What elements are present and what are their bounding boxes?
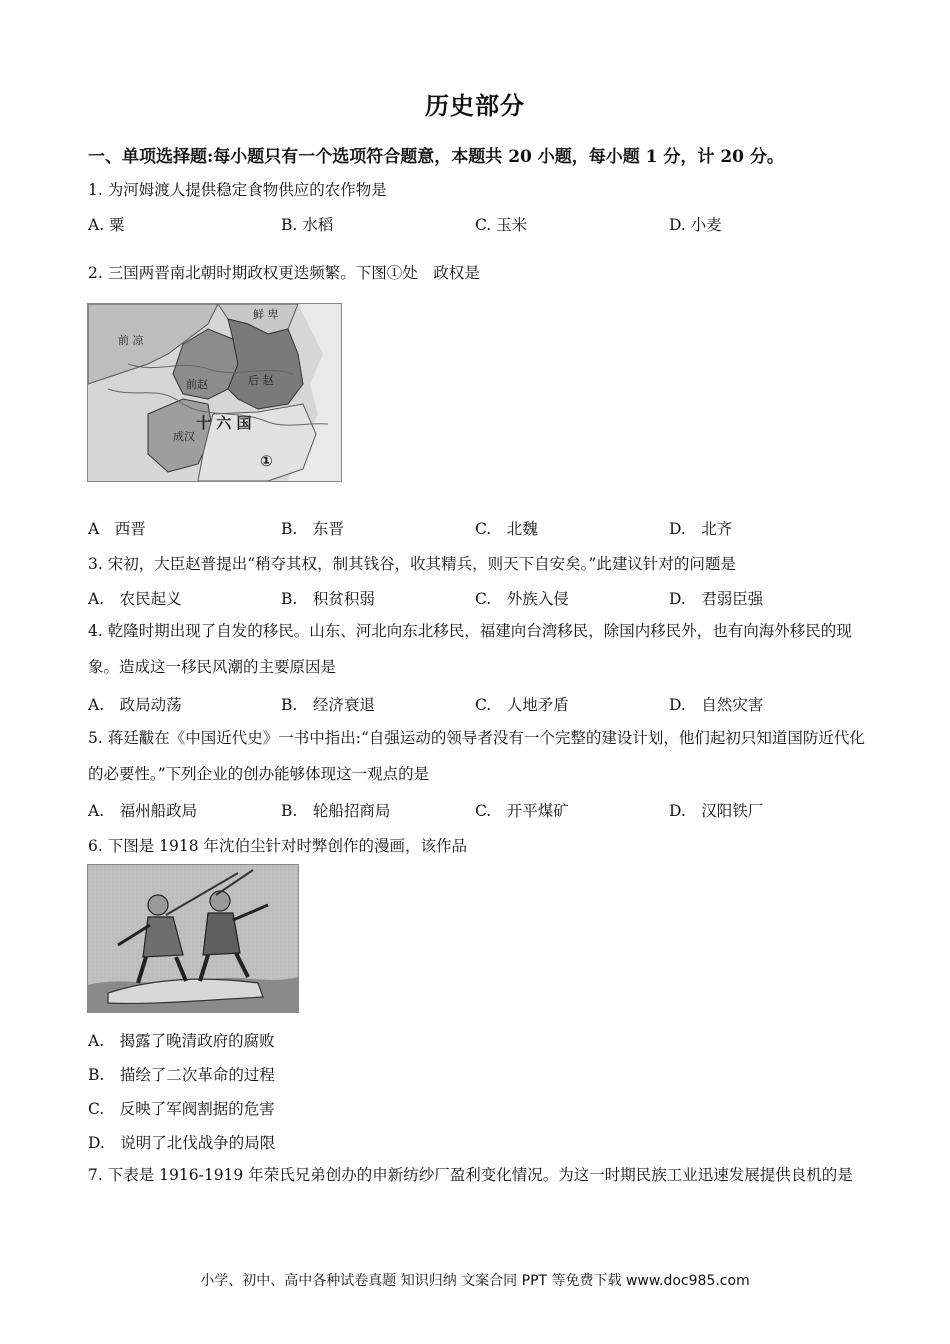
question-3-option-d: D. 君弱臣强 (669, 590, 764, 608)
map-label-houzhao: 后 赵 (248, 374, 274, 387)
question-2-stem: 2. 三国两晋南北朝时期政权更迭频繁。下图①处 政权是 (88, 264, 480, 282)
map-label-shiliuguo: 十 六 国 (196, 414, 252, 432)
sixteen-kingdoms-map (87, 303, 342, 482)
warlord-cartoon-illustration (87, 864, 299, 1013)
question-3-option-c: C. 外族入侵 (475, 590, 569, 608)
map-label-xianbei: 鲜 卑 (253, 308, 279, 321)
question-4-option-d: D. 自然灾害 (669, 696, 764, 714)
question-3-option-b: B. 积贫积弱 (281, 590, 375, 608)
question-4-option-a: A. 政局动荡 (88, 696, 182, 714)
question-2-option-c: C. 北魏 (475, 520, 538, 538)
question-2-option-a: A 西晋 (88, 520, 146, 538)
question-3-stem: 3. 宋初，大臣赵普提出“稍夺其权，制其钱谷，收其精兵，则天下自安矣。”此建议针对的问题是 (88, 555, 736, 573)
question-6-option-d: D. 说明了北伐战争的局限 (88, 1134, 276, 1152)
question-5-option-c: C. 开平煤矿 (475, 802, 569, 820)
question-1-option-a: A. 粟 (88, 216, 125, 234)
question-6-option-c: C. 反映了军阀割据的危害 (88, 1100, 275, 1118)
question-4-stem: 4. 乾隆时期出现了自发的移民。山东、河北向东北移民，福建向台湾移民，除国内移民外，也有向海外移民的现象。造成这一移民风潮的主要原因是 (88, 622, 852, 676)
question-3-option-a: A. 农民起义 (88, 590, 182, 608)
map-marker-1: ① (260, 452, 273, 470)
page-footer: 小学、初中、高中各种试卷真题 知识归纳 文案合同 PPT 等免费下载 www.doc985.com (200, 1273, 750, 1289)
question-6-stem: 6. 下图是 1918 年沈伯尘针对时弊创作的漫画，该作品 (88, 837, 468, 855)
question-1-option-d: D. 小麦 (669, 216, 722, 234)
question-1-stem: 1. 为河姆渡人提供稳定食物供应的农作物是 (88, 181, 387, 199)
question-2-option-d: D. 北齐 (669, 520, 733, 538)
question-4-option-b: B. 经济衰退 (281, 696, 375, 714)
question-5-option-a: A. 福州船政局 (88, 802, 198, 820)
question-6-option-b: B. 描绘了二次革命的过程 (88, 1066, 275, 1084)
question-7-stem: 7. 下表是 1916-1919 年荣氏兄弟创办的申新纺纱厂盈利变化情况。为这一时期民族工业迅速发展提供良机的是 (88, 1166, 853, 1184)
question-5-stem: 5. 蒋廷黻在《中国近代史》一书中指出:“自强运动的领导者没有一个完整的建设计划，他们起初只知道国防近代化的必要性。”下列企业的创办能够体现这一观点的是 (88, 729, 865, 783)
question-2-option-b: B. 东晋 (281, 520, 344, 538)
map-label-qianliang: 前 凉 (118, 334, 144, 347)
question-5-option-b: B. 轮船招商局 (281, 802, 391, 820)
question-5-option-d: D. 汉阳铁厂 (669, 802, 764, 820)
question-4-option-c: C. 人地矛盾 (475, 696, 569, 714)
question-1-option-c: C. 玉米 (475, 216, 528, 234)
map-label-chenghan: 成汉 (173, 430, 195, 443)
question-1-option-b: B. 水稻 (281, 216, 334, 234)
page-title: 历史部分 (425, 91, 525, 120)
question-6-option-a: A. 揭露了晚清政府的腐败 (88, 1032, 275, 1050)
section-heading: 一、单项选择题:每小题只有一个选项符合题意，本题共 20 小题，每小题 1 分，计 20 分。 (88, 147, 784, 167)
map-label-qianzhao: 前赵 (186, 378, 208, 391)
